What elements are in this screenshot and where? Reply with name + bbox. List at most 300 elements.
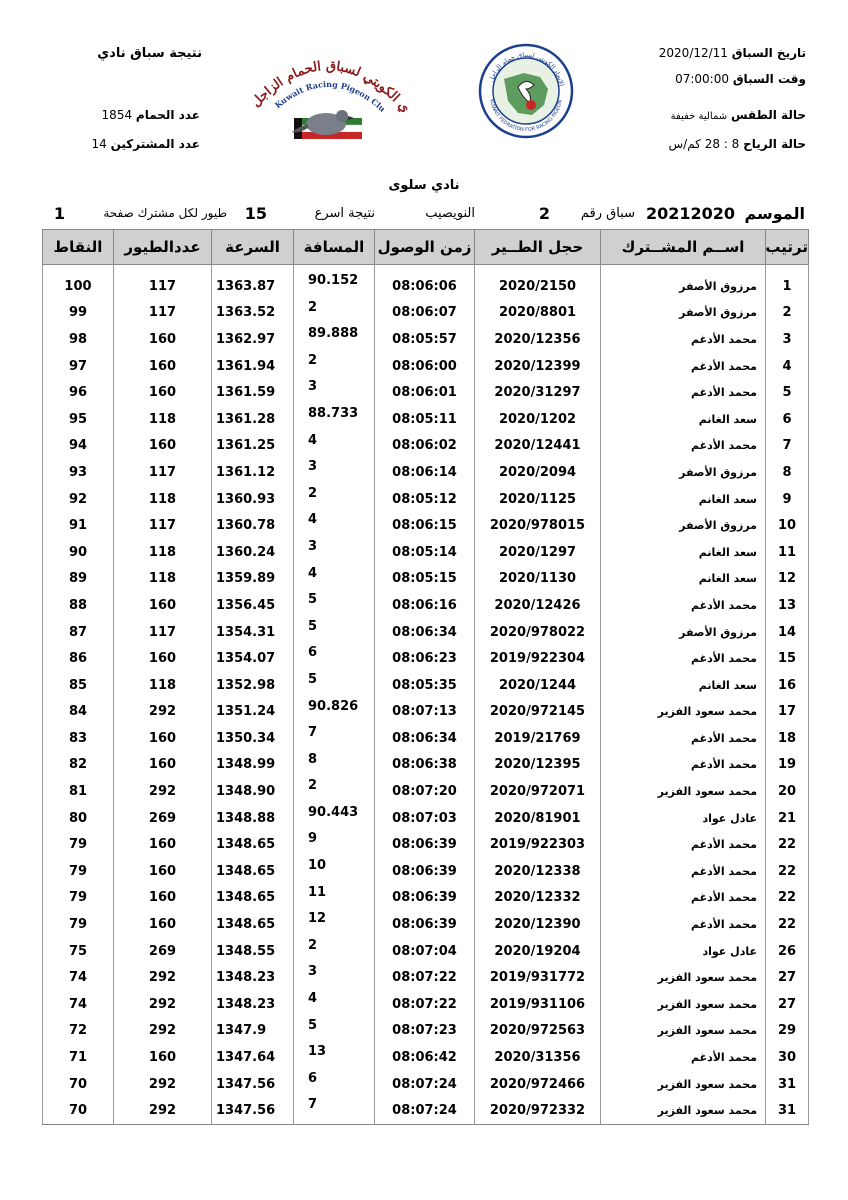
cell-points: 86 [43,645,114,672]
cell-participant: سعد الغانم [601,672,766,699]
cell-ring: 2020/12395 [475,752,601,779]
cell-speed: 1354.31 [212,619,294,646]
cell-birds: 292 [114,991,212,1018]
weather-label: حالة الطقس [730,108,806,122]
cell-rank: 3 [766,326,809,353]
cell-rank: 31 [766,1071,809,1098]
cell-speed: 1360.24 [212,539,294,566]
club-result-title: نتيجة سباق نادي [97,46,202,61]
cell-speed: 1361.59 [212,379,294,406]
cell-birds: 118 [114,566,212,593]
cell-distance: 8 [294,752,375,779]
cell-participant: محمد الأدغم [601,831,766,858]
cell-distance: 90.443 [294,805,375,832]
cell-distance: 7 [294,1097,375,1124]
table-row [43,566,809,593]
cell-rank: 26 [766,938,809,965]
svg-text:النادي الكويتي لسباق الحمام ال [244,40,412,116]
cell-arrival: 08:06:39 [375,885,475,912]
cell-birds: 160 [114,353,212,380]
cell-rank: 31 [766,1097,809,1124]
cell-distance: 4 [294,991,375,1018]
cell-speed: 1360.78 [212,512,294,539]
cell-distance: 6 [294,645,375,672]
table-row [43,300,809,327]
club-name: نادي سلوى [388,178,460,193]
cell-speed: 1359.89 [212,566,294,593]
cell-points: 79 [43,858,114,885]
cell-ring: 2020/31297 [475,379,601,406]
cell-birds: 160 [114,645,212,672]
cell-arrival: 08:05:57 [375,326,475,353]
cell-birds: 160 [114,326,212,353]
cell-points: 84 [43,699,114,726]
table-row [43,486,809,513]
cell-distance: 88.733 [294,406,375,433]
cell-points: 71 [43,1044,114,1071]
cell-points: 90 [43,539,114,566]
cell-rank: 6 [766,406,809,433]
table-row [43,326,809,353]
cell-distance: 5 [294,619,375,646]
cell-arrival: 08:06:01 [375,379,475,406]
cell-points: 85 [43,672,114,699]
cell-arrival: 08:05:35 [375,672,475,699]
cell-distance: 4 [294,512,375,539]
table-row [43,645,809,672]
cell-arrival: 08:07:22 [375,964,475,991]
cell-participant: سعد الغانم [601,566,766,593]
cell-ring: 2019/931772 [475,964,601,991]
cell-speed: 1356.45 [212,592,294,619]
cell-speed: 1361.28 [212,406,294,433]
cell-ring: 2019/931106 [475,991,601,1018]
race-time [675,72,806,86]
table-row [43,805,809,832]
header-distance: المسافة [294,230,375,265]
cell-birds: 269 [114,805,212,832]
cell-birds: 160 [114,885,212,912]
cell-arrival: 08:07:24 [375,1071,475,1098]
table-row [43,512,809,539]
header-ring: حجل الطــير [475,230,601,265]
cell-speed: 1363.87 [212,273,294,300]
cell-participant: سعد الغانم [601,406,766,433]
participants-count [92,137,200,151]
cell-participant: محمد الأدغم [601,752,766,779]
wind-label: حالة الرياح [743,137,806,151]
cell-participant: محمد الأدغم [601,885,766,912]
cell-distance: 10 [294,858,375,885]
cell-ring: 2020/972332 [475,1097,601,1124]
cell-arrival: 08:06:06 [375,273,475,300]
race-no-label: سباق رقم [580,206,635,221]
cell-points: 72 [43,1018,114,1045]
cell-distance: 13 [294,1044,375,1071]
cell-points: 99 [43,300,114,327]
cell-birds: 160 [114,858,212,885]
cell-speed: 1348.90 [212,778,294,805]
results-table [42,229,809,1125]
cell-ring: 2020/12356 [475,326,601,353]
cell-rank: 14 [766,619,809,646]
table-row [43,1071,809,1098]
cell-speed: 1354.07 [212,645,294,672]
cell-distance: 3 [294,379,375,406]
cell-ring: 2020/12399 [475,353,601,380]
table-row [43,1097,809,1124]
cell-rank: 1 [766,273,809,300]
cell-points: 96 [43,379,114,406]
cell-speed: 1350.34 [212,725,294,752]
cell-speed: 1348.88 [212,805,294,832]
cell-birds: 160 [114,725,212,752]
season-label: الموسم [744,204,805,223]
cell-distance: 5 [294,592,375,619]
cell-speed: 1351.24 [212,699,294,726]
cell-birds: 160 [114,752,212,779]
cell-participant: محمد الأدغم [601,433,766,460]
cell-ring: 2020/12332 [475,885,601,912]
cell-distance: 2 [294,486,375,513]
cell-arrival: 08:05:11 [375,406,475,433]
table-row [43,938,809,965]
cell-points: 74 [43,964,114,991]
cell-ring: 2020/972071 [475,778,601,805]
pigeons-count-label: عدد الحمام [135,108,200,122]
cell-arrival: 08:06:07 [375,300,475,327]
cell-participant: محمد سعود الفزير [601,699,766,726]
cell-speed: 1347.9 [212,1018,294,1045]
cell-participant: محمد الأدغم [601,858,766,885]
cell-arrival: 08:05:12 [375,486,475,513]
cell-arrival: 08:06:34 [375,619,475,646]
cell-birds: 160 [114,592,212,619]
pigeons-count-value: 1854 [101,108,133,122]
cell-points: 92 [43,486,114,513]
cell-points: 74 [43,991,114,1018]
federation-logo [478,43,574,139]
results-body [43,265,809,1125]
cell-participant: محمد الأدغم [601,645,766,672]
cell-rank: 30 [766,1044,809,1071]
federation-logo-text-en: KUWAIT FEDRATION FOR RACING PIGEON [488,98,564,134]
race-date-label: تاريخ السباق [731,46,806,60]
cell-birds: 160 [114,433,212,460]
cell-participant: مرزوق الأصفر [601,512,766,539]
federation-emblem-icon [478,43,574,139]
header-points: النقاط [43,230,114,265]
race-time-label: وقت السباق [732,72,806,86]
cell-arrival: 08:07:03 [375,805,475,832]
wind [669,137,807,151]
table-row [43,1018,809,1045]
cell-speed: 1348.99 [212,752,294,779]
cell-distance: 5 [294,672,375,699]
cell-participant: مرزوق الأصفر [601,273,766,300]
cell-distance: 3 [294,964,375,991]
cell-rank: 10 [766,512,809,539]
table-row [43,885,809,912]
table-row [43,858,809,885]
cell-points: 79 [43,885,114,912]
cell-ring: 2020/8801 [475,300,601,327]
cell-points: 93 [43,459,114,486]
cell-birds: 160 [114,831,212,858]
cell-distance: 2 [294,353,375,380]
cell-points: 80 [43,805,114,832]
cell-birds: 292 [114,778,212,805]
cell-points: 81 [43,778,114,805]
cell-ring: 2020/2150 [475,273,601,300]
cell-ring: 2019/21769 [475,725,601,752]
table-row [43,353,809,380]
cell-arrival: 08:07:13 [375,699,475,726]
table-row [43,379,809,406]
club-emblem-icon [244,40,412,160]
cell-distance: 9 [294,831,375,858]
cell-ring: 2020/81901 [475,805,601,832]
cell-distance: 12 [294,911,375,938]
header-arrival: زمن الوصول [375,230,475,265]
wind-value: 8 : 28 كم/س [668,137,740,151]
cell-ring: 2019/922304 [475,645,601,672]
cell-speed: 1348.65 [212,885,294,912]
cell-rank: 22 [766,831,809,858]
cell-ring: 2020/12390 [475,911,601,938]
cell-participant: محمد سعود الفزير [601,1097,766,1124]
cell-participant: محمد الأدغم [601,592,766,619]
cell-ring: 2020/19204 [475,938,601,965]
cell-birds: 292 [114,699,212,726]
cell-arrival: 08:05:15 [375,566,475,593]
cell-ring: 2020/972145 [475,699,601,726]
cell-distance: 89.888 [294,326,375,353]
cell-rank: 18 [766,725,809,752]
table-row [43,273,809,300]
cell-rank: 16 [766,672,809,699]
fastest-label: نتيجة اسرع [314,206,375,221]
cell-distance: 2 [294,300,375,327]
cell-distance: 2 [294,938,375,965]
cell-birds: 269 [114,938,212,965]
cell-participant: محمد الأدغم [601,353,766,380]
cell-rank: 11 [766,539,809,566]
cell-ring: 2020/1130 [475,566,601,593]
cell-participant: مرزوق الأصفر [601,459,766,486]
cell-participant: عادل عواد [601,938,766,965]
cell-distance: 5 [294,1018,375,1045]
table-row [43,1044,809,1071]
cell-rank: 19 [766,752,809,779]
table-row [43,672,809,699]
table-row [43,911,809,938]
cell-distance: 6 [294,1071,375,1098]
cell-speed: 1347.56 [212,1071,294,1098]
fastest-value: 15 [244,204,267,223]
table-row [43,752,809,779]
weather-value: شمالية خفيفة [670,111,728,122]
cell-rank: 22 [766,858,809,885]
cell-points: 87 [43,619,114,646]
cell-participant: محمد الأدغم [601,911,766,938]
weather [671,108,806,122]
table-row [43,406,809,433]
race-time-value: 07:00:00 [675,72,729,86]
cell-participant: عادل عواد [601,805,766,832]
cell-ring: 2020/978015 [475,512,601,539]
cell-points: 100 [43,273,114,300]
cell-arrival: 08:06:16 [375,592,475,619]
cell-rank: 29 [766,1018,809,1045]
cell-points: 79 [43,911,114,938]
cell-participant: محمد سعود الفزير [601,1071,766,1098]
cell-birds: 118 [114,672,212,699]
cell-birds: 118 [114,406,212,433]
table-row [43,433,809,460]
cell-arrival: 08:07:20 [375,778,475,805]
cell-ring: 2020/972466 [475,1071,601,1098]
cell-birds: 117 [114,300,212,327]
cell-birds: 117 [114,273,212,300]
cell-points: 70 [43,1097,114,1124]
cell-ring: 2020/1244 [475,672,601,699]
cell-rank: 12 [766,566,809,593]
table-row [43,592,809,619]
page-number: 1 [53,204,65,223]
cell-distance: 90.826 [294,699,375,726]
table-row [43,619,809,646]
pigeons-count [96,108,200,122]
cell-rank: 2 [766,300,809,327]
race-info-bar [45,200,805,226]
cell-arrival: 08:07:24 [375,1097,475,1124]
cell-ring: 2020/1202 [475,406,601,433]
cell-ring: 2020/31356 [475,1044,601,1071]
cell-rank: 22 [766,885,809,912]
cell-speed: 1348.65 [212,911,294,938]
cell-rank: 21 [766,805,809,832]
cell-distance: 90.152 [294,273,375,300]
race-location: النويصيب [425,206,475,221]
cell-participant: محمد الأدغم [601,326,766,353]
cell-participant: مرزوق الأصفر [601,619,766,646]
cell-arrival: 08:05:14 [375,539,475,566]
cell-speed: 1361.25 [212,433,294,460]
cell-rank: 20 [766,778,809,805]
cell-distance: 7 [294,725,375,752]
cell-points: 97 [43,353,114,380]
table-row [43,831,809,858]
cell-rank: 17 [766,699,809,726]
cell-rank: 5 [766,379,809,406]
cell-birds: 292 [114,1097,212,1124]
cell-participant: محمد سعود الفزير [601,778,766,805]
table-row [43,699,809,726]
cell-speed: 1347.64 [212,1044,294,1071]
race-no-value: 2 [538,204,550,223]
table-row [43,725,809,752]
cell-points: 94 [43,433,114,460]
cell-distance: 2 [294,778,375,805]
cell-rank: 13 [766,592,809,619]
cell-ring: 2020/2094 [475,459,601,486]
cell-rank: 7 [766,433,809,460]
cell-birds: 292 [114,1018,212,1045]
cell-points: 91 [43,512,114,539]
per-participant-label: طيور لكل مشترك صفحة [103,206,227,220]
participants-label: عدد المشتركين [110,137,200,151]
cell-distance: 4 [294,433,375,460]
cell-points: 95 [43,406,114,433]
cell-arrival: 08:06:39 [375,911,475,938]
cell-birds: 160 [114,911,212,938]
cell-participant: مرزوق الأصفر [601,300,766,327]
cell-arrival: 08:06:38 [375,752,475,779]
cell-ring: 2019/922303 [475,831,601,858]
cell-arrival: 08:06:14 [375,459,475,486]
cell-speed: 1352.98 [212,672,294,699]
cell-birds: 292 [114,964,212,991]
cell-participant: محمد سعود الفزير [601,964,766,991]
cell-birds: 118 [114,486,212,513]
cell-speed: 1348.55 [212,938,294,965]
cell-arrival: 08:06:42 [375,1044,475,1071]
header-rank: ترتيب [766,230,809,265]
cell-ring: 2020/972563 [475,1018,601,1045]
cell-points: 88 [43,592,114,619]
federation-logo-text: الاتحاد الكويتي لسباق حمام الزاجل [487,50,566,87]
cell-rank: 4 [766,353,809,380]
spacer-row [43,265,809,274]
cell-distance: 3 [294,459,375,486]
cell-arrival: 08:06:39 [375,858,475,885]
cell-birds: 160 [114,379,212,406]
cell-ring: 2020/12426 [475,592,601,619]
header-speed: السرعة [212,230,294,265]
cell-points: 89 [43,566,114,593]
cell-ring: 2020/1125 [475,486,601,513]
cell-points: 82 [43,752,114,779]
cell-arrival: 08:07:04 [375,938,475,965]
cell-arrival: 08:06:02 [375,433,475,460]
club-logo-text-en: Kuwait Racing Pigeon Clu [272,78,388,114]
cell-rank: 8 [766,459,809,486]
cell-distance: 3 [294,539,375,566]
cell-participant: محمد الأدغم [601,1044,766,1071]
cell-birds: 160 [114,1044,212,1071]
cell-arrival: 08:06:23 [375,645,475,672]
club-logo-text: ي الكويتي لسباق الحمام الزاجل [248,58,412,116]
cell-speed: 1348.65 [212,831,294,858]
cell-speed: 1347.56 [212,1097,294,1124]
participants-value: 14 [91,137,107,151]
cell-ring: 2020/978022 [475,619,601,646]
cell-participant: محمد الأدغم [601,379,766,406]
table-row [43,964,809,991]
cell-speed: 1362.97 [212,326,294,353]
cell-arrival: 08:06:34 [375,725,475,752]
header-birds: عددالطيور [114,230,212,265]
table-row [43,459,809,486]
cell-participant: محمد سعود الفزير [601,1018,766,1045]
table-row [43,539,809,566]
cell-rank: 22 [766,911,809,938]
cell-speed: 1348.23 [212,991,294,1018]
cell-participant: سعد الغانم [601,486,766,513]
cell-speed: 1363.52 [212,300,294,327]
cell-ring: 2020/12441 [475,433,601,460]
